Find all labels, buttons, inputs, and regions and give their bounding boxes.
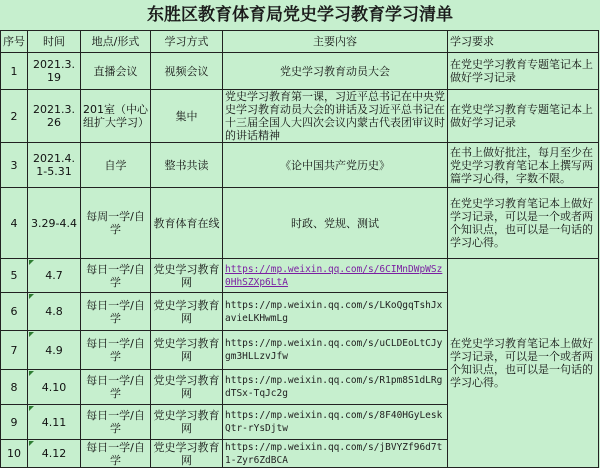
cell-content: 《论中国共产党历史》	[223, 143, 448, 188]
cell-time: 4.8	[28, 293, 81, 331]
cell-content-link[interactable]	[223, 293, 448, 331]
header-method: 学习方式	[151, 31, 223, 53]
cell-no: 1	[1, 53, 28, 90]
header-no: 序号	[1, 31, 28, 53]
cell-method: 视频会议	[151, 53, 223, 90]
header-content: 主要内容	[223, 31, 448, 53]
cell-place: 201室（中心组扩大学习）	[81, 90, 151, 143]
cell-no: 2	[1, 90, 28, 143]
cell-time: 2021.4.1-5.31	[28, 143, 81, 188]
cell-content: 党史学习教育第一课，习近平总书记在中央党史学习教育动员大会的讲话及习近平总书记在十三届全国人大四次会议内蒙古代表团审议时的讲话精神	[223, 90, 448, 143]
cell-method: 党史学习教育网	[151, 293, 223, 331]
cell-no: 6	[1, 293, 28, 331]
cell-no: 3	[1, 143, 28, 188]
cell-place: 每日一学/自学	[81, 259, 151, 293]
cell-time: 2021.3.19	[28, 53, 81, 90]
cell-time: 4.10	[28, 370, 81, 405]
cell-content: 党史学习教育动员大会	[223, 53, 448, 90]
cell-time: 4.9	[28, 331, 81, 370]
header-time: 时间	[28, 31, 81, 53]
article-link[interactable]: https://mp.weixin.qq.com/s/8F40HGyLeskQtr-rYsDjtw	[225, 410, 443, 434]
cell-requirement: 在党史学习教育专题笔记本上做好学习记录	[448, 53, 599, 90]
cell-place: 直播会议	[81, 53, 151, 90]
cell-time: 4.11	[28, 405, 81, 440]
cell-place: 每日一学/自学	[81, 370, 151, 405]
article-link[interactable]: https://mp.weixin.qq.com/s/LKoQgqTshJxavieLKHwmLg	[225, 299, 443, 324]
cell-no: 7	[1, 331, 28, 370]
article-link[interactable]: https://mp.weixin.qq.com/s/6CIMnDWpWSz0HhSZXp6LtA	[225, 263, 443, 288]
article-link[interactable]: https://mp.weixin.qq.com/s/jBVYZf96d7t1-Zyr6ZdBCA	[225, 441, 443, 466]
cell-no: 4	[1, 188, 28, 259]
cell-place: 每日一学/自学	[81, 440, 151, 468]
table-row	[1, 90, 599, 143]
cell-no: 9	[1, 405, 28, 440]
header-place: 地点/形式	[81, 31, 151, 53]
cell-method: 党史学习教育网	[151, 370, 223, 405]
cell-place: 自学	[81, 143, 151, 188]
table-row	[1, 259, 599, 293]
cell-method: 集中	[151, 90, 223, 143]
cell-method: 教育体育在线	[151, 188, 223, 259]
cell-method: 整书共读	[151, 143, 223, 188]
cell-content-link[interactable]	[223, 405, 448, 440]
cell-place: 每日一学/自学	[81, 405, 151, 440]
cell-method: 党史学习教育网	[151, 331, 223, 370]
cell-requirement: 在书上做好批注，每月至少在党史学习教育笔记本上撰写两篇学习心得，字数不限。	[448, 143, 599, 188]
header-requirement: 学习要求	[448, 31, 599, 53]
cell-content-link[interactable]	[223, 370, 448, 405]
cell-time: 3.29-4.4	[28, 188, 81, 259]
cell-no: 10	[1, 440, 28, 468]
cell-place: 每周一学/自学	[81, 188, 151, 259]
cell-requirement: 在党史学习教育专题笔记本上做好学习记录	[448, 90, 599, 143]
sheet-title: 东胜区教育体育局党史学习教育学习清单	[147, 5, 453, 25]
table-row	[1, 188, 599, 259]
cell-time: 2021.3.26	[28, 90, 81, 143]
cell-time: 4.7	[28, 259, 81, 293]
cell-method: 党史学习教育网	[151, 440, 223, 468]
cell-time: 4.12	[28, 440, 81, 468]
article-link[interactable]: https://mp.weixin.qq.com/s/R1pm8S1dLRgdTSx-TqJc2g	[225, 375, 443, 399]
cell-content-link[interactable]	[223, 259, 448, 293]
header-row	[1, 31, 599, 53]
article-link[interactable]: https://mp.weixin.qq.com/s/uCLDEoLtCJygm3HLLzvJfw	[225, 338, 443, 362]
cell-method: 党史学习教育网	[151, 259, 223, 293]
cell-place: 每日一学/自学	[81, 293, 151, 331]
table-row	[1, 143, 599, 188]
study-list-table	[0, 30, 599, 468]
cell-requirement: 在党史学习教育笔记本上做好学习记录，可以是一个或者两个知识点，也可以是一句话的学习心得。	[448, 188, 599, 259]
cell-content-link[interactable]	[223, 440, 448, 468]
cell-no: 5	[1, 259, 28, 293]
cell-no: 8	[1, 370, 28, 405]
table-row	[1, 53, 599, 90]
cell-requirement-merged: 在党史学习教育笔记本上做好学习记录，可以是一个或者两个知识点，也可以是一句话的学习心得。	[448, 259, 599, 468]
cell-content-link[interactable]	[223, 331, 448, 370]
cell-place: 每日一学/自学	[81, 331, 151, 370]
cell-content: 时政、党规、测试	[223, 188, 448, 259]
cell-method: 党史学习教育网	[151, 405, 223, 440]
